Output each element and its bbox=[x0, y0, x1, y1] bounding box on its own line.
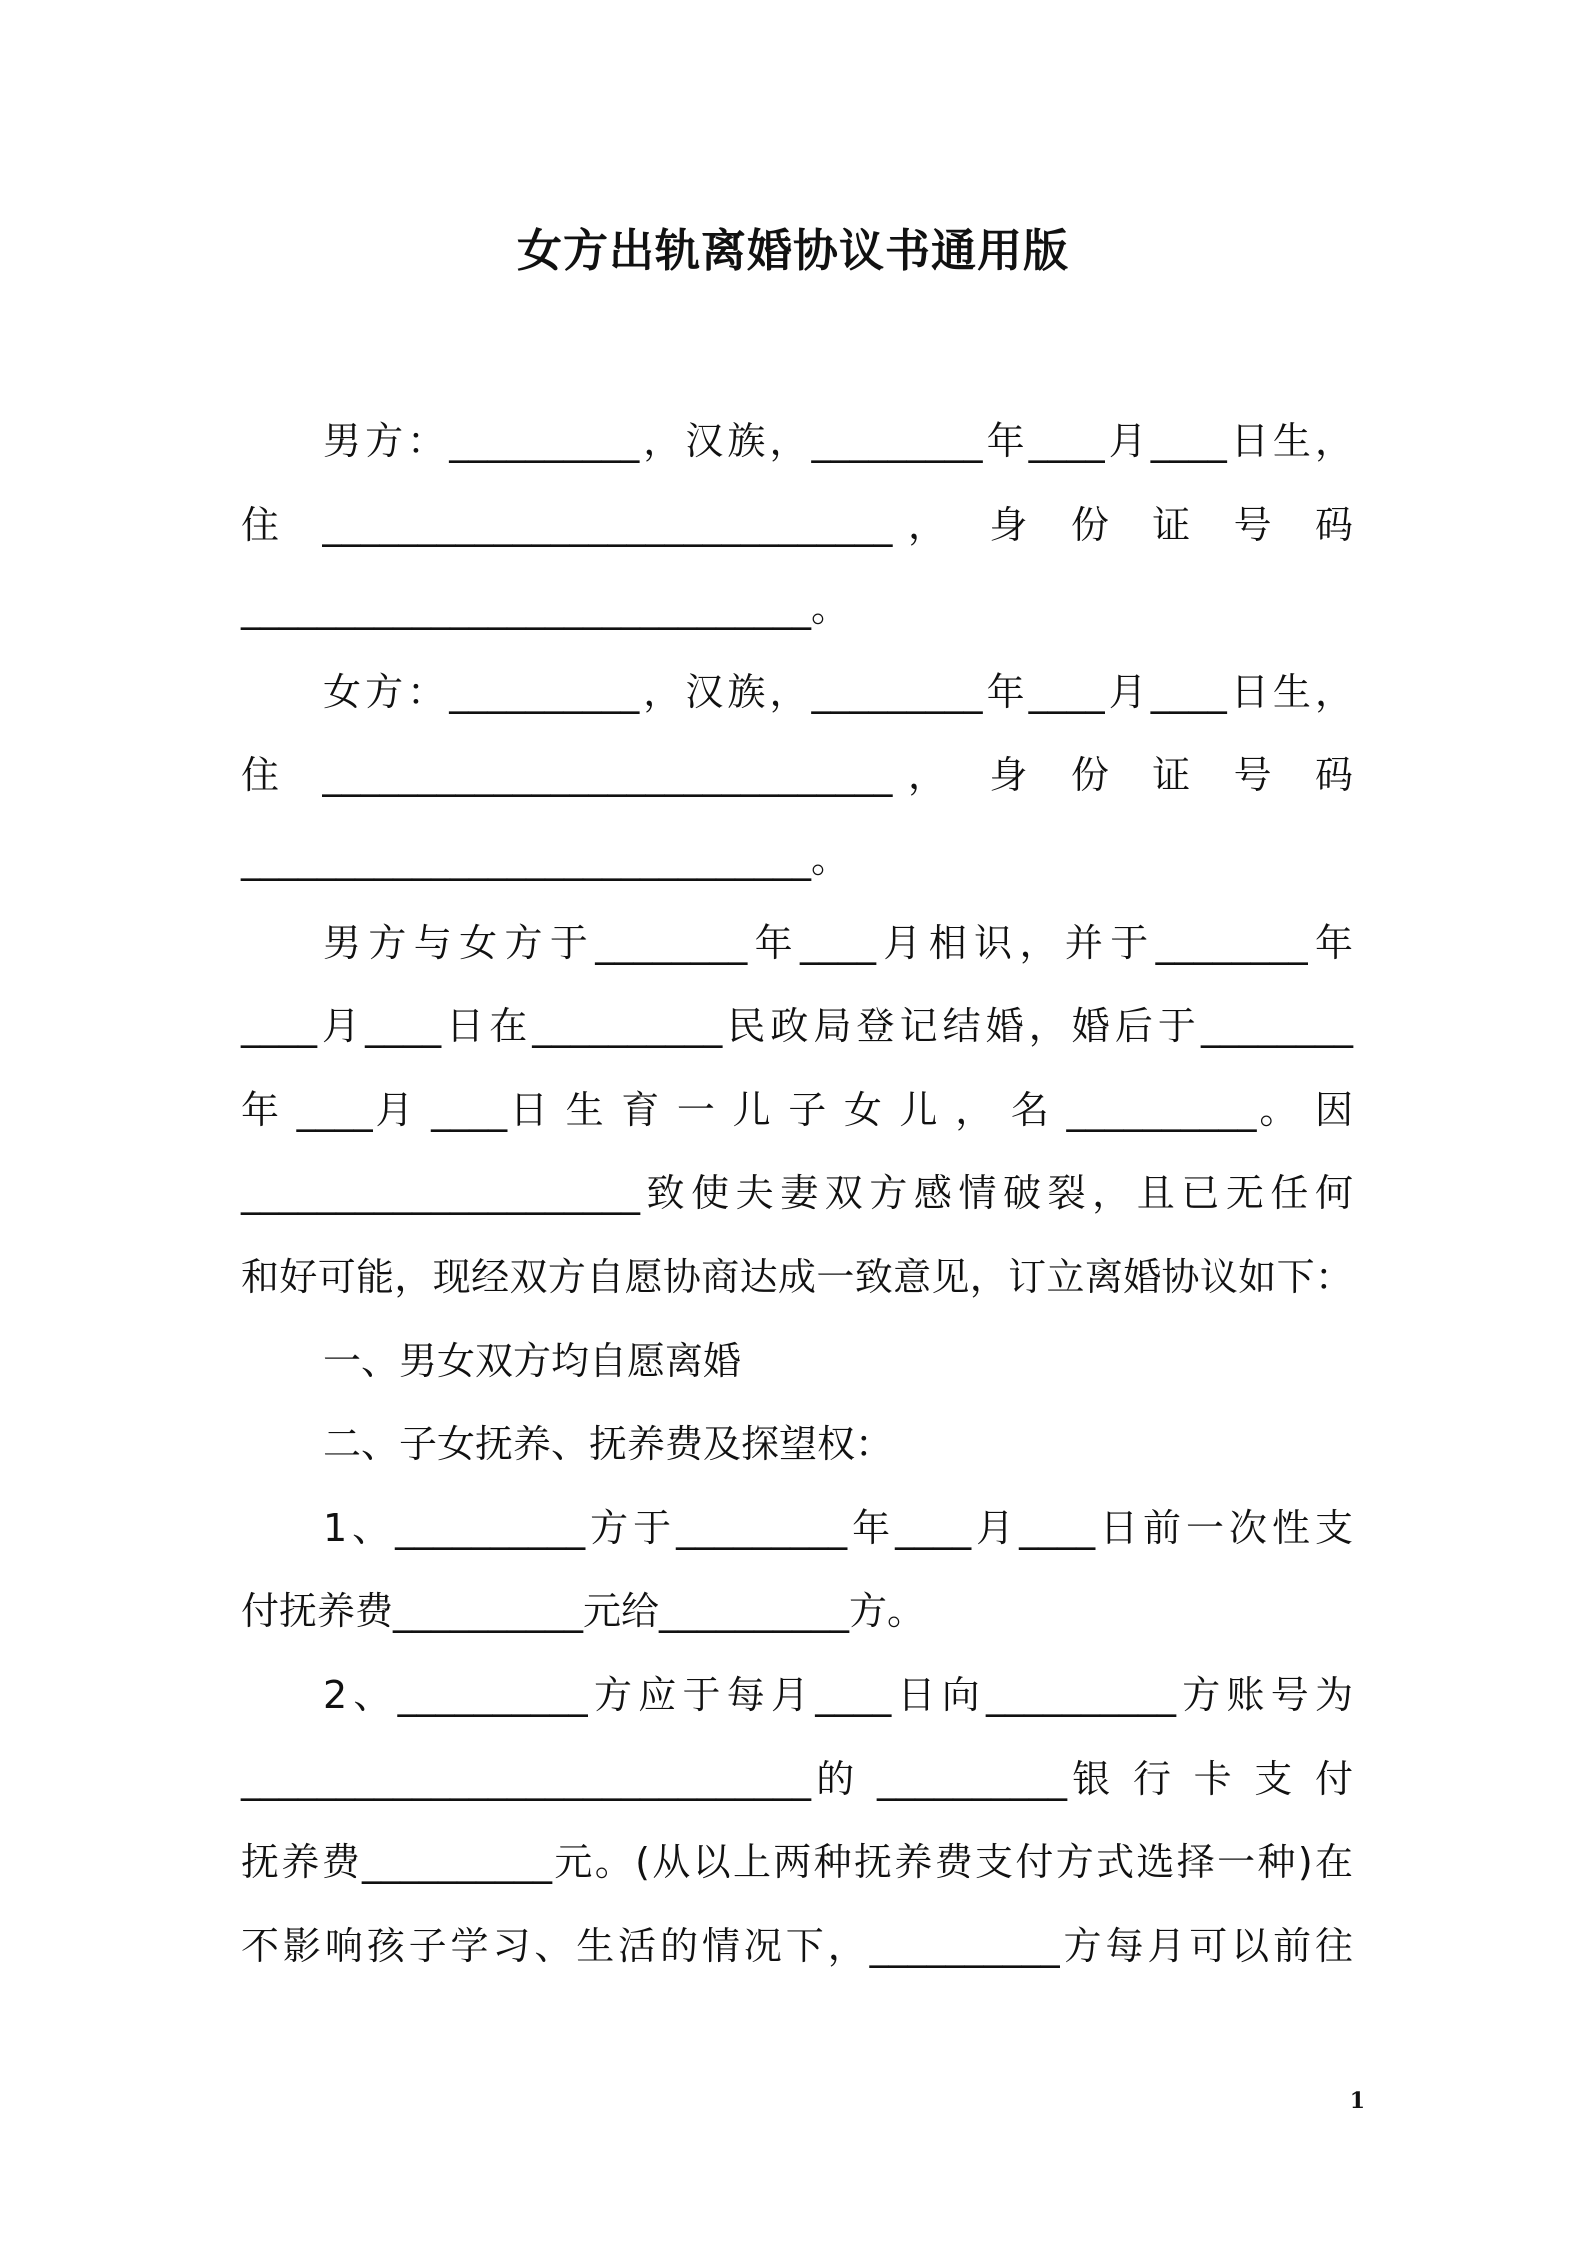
clause-2-heading: 二、子女抚养、抚养费及探望权： bbox=[323, 1422, 894, 1467]
clause-2-item-1-line-2: 付抚养费__________元给__________方。 bbox=[241, 1589, 926, 1634]
clause-2-item-2-line-4: 不影响孩子学习、生活的情况下，__________方每月可以前往 bbox=[241, 1923, 1353, 1968]
document-title: 女方出轨离婚协议书通用版 bbox=[516, 224, 1069, 277]
marriage-paragraph-line-2: ____月____日在__________民政局登记结婚，婚后于________ bbox=[241, 1004, 1353, 1049]
marriage-paragraph-line-5: 和好可能，现经双方自愿协商达成一致意见，订立离婚协议如下： bbox=[241, 1254, 1353, 1299]
marriage-paragraph-line-1: 男方与女方于________年____月相识，并于________年 bbox=[323, 920, 1353, 965]
clause-1-heading: 一、男女双方均自愿离婚 bbox=[323, 1338, 742, 1383]
male-party-line-1: 男方：__________，汉族，_________年____月____日生， bbox=[323, 419, 1353, 463]
female-party-line-1: 女方：__________，汉族，_________年____月____日生， bbox=[323, 669, 1353, 714]
male-party-line-2: 住 ______________________________， 身 份 证 号 码 bbox=[241, 502, 1353, 547]
male-party-line-3: ______________________________。 bbox=[241, 586, 850, 631]
clause-2-item-2-line-3: 抚养费__________元。(从以上两种抚养费支付方式选择一种)在 bbox=[241, 1840, 1353, 1885]
clause-2-item-2-line-2: ______________________________的 __________银 行 卡 支 付 bbox=[241, 1756, 1353, 1801]
female-party-line-2: 住 ______________________________， 身 份 证 号 码 bbox=[241, 753, 1353, 798]
female-party-line-3: ______________________________。 bbox=[241, 836, 850, 881]
clause-2-item-1-line-1: 1、__________方于_________年____月____日前一次性支 bbox=[323, 1505, 1353, 1550]
page-number: 1 bbox=[1349, 2088, 1365, 2114]
document-body bbox=[241, 400, 1353, 1988]
marriage-paragraph-line-3: 年 ____月 ____日 生 育 一 儿 子 女 儿 ， 名 __________。 因 bbox=[241, 1087, 1353, 1132]
marriage-paragraph-line-4: _____________________致使夫妻双方感情破裂，且已无任何 bbox=[241, 1171, 1353, 1216]
clause-2-item-2-line-1: 2、__________方应于每月____日向__________方账号为 bbox=[323, 1672, 1353, 1717]
